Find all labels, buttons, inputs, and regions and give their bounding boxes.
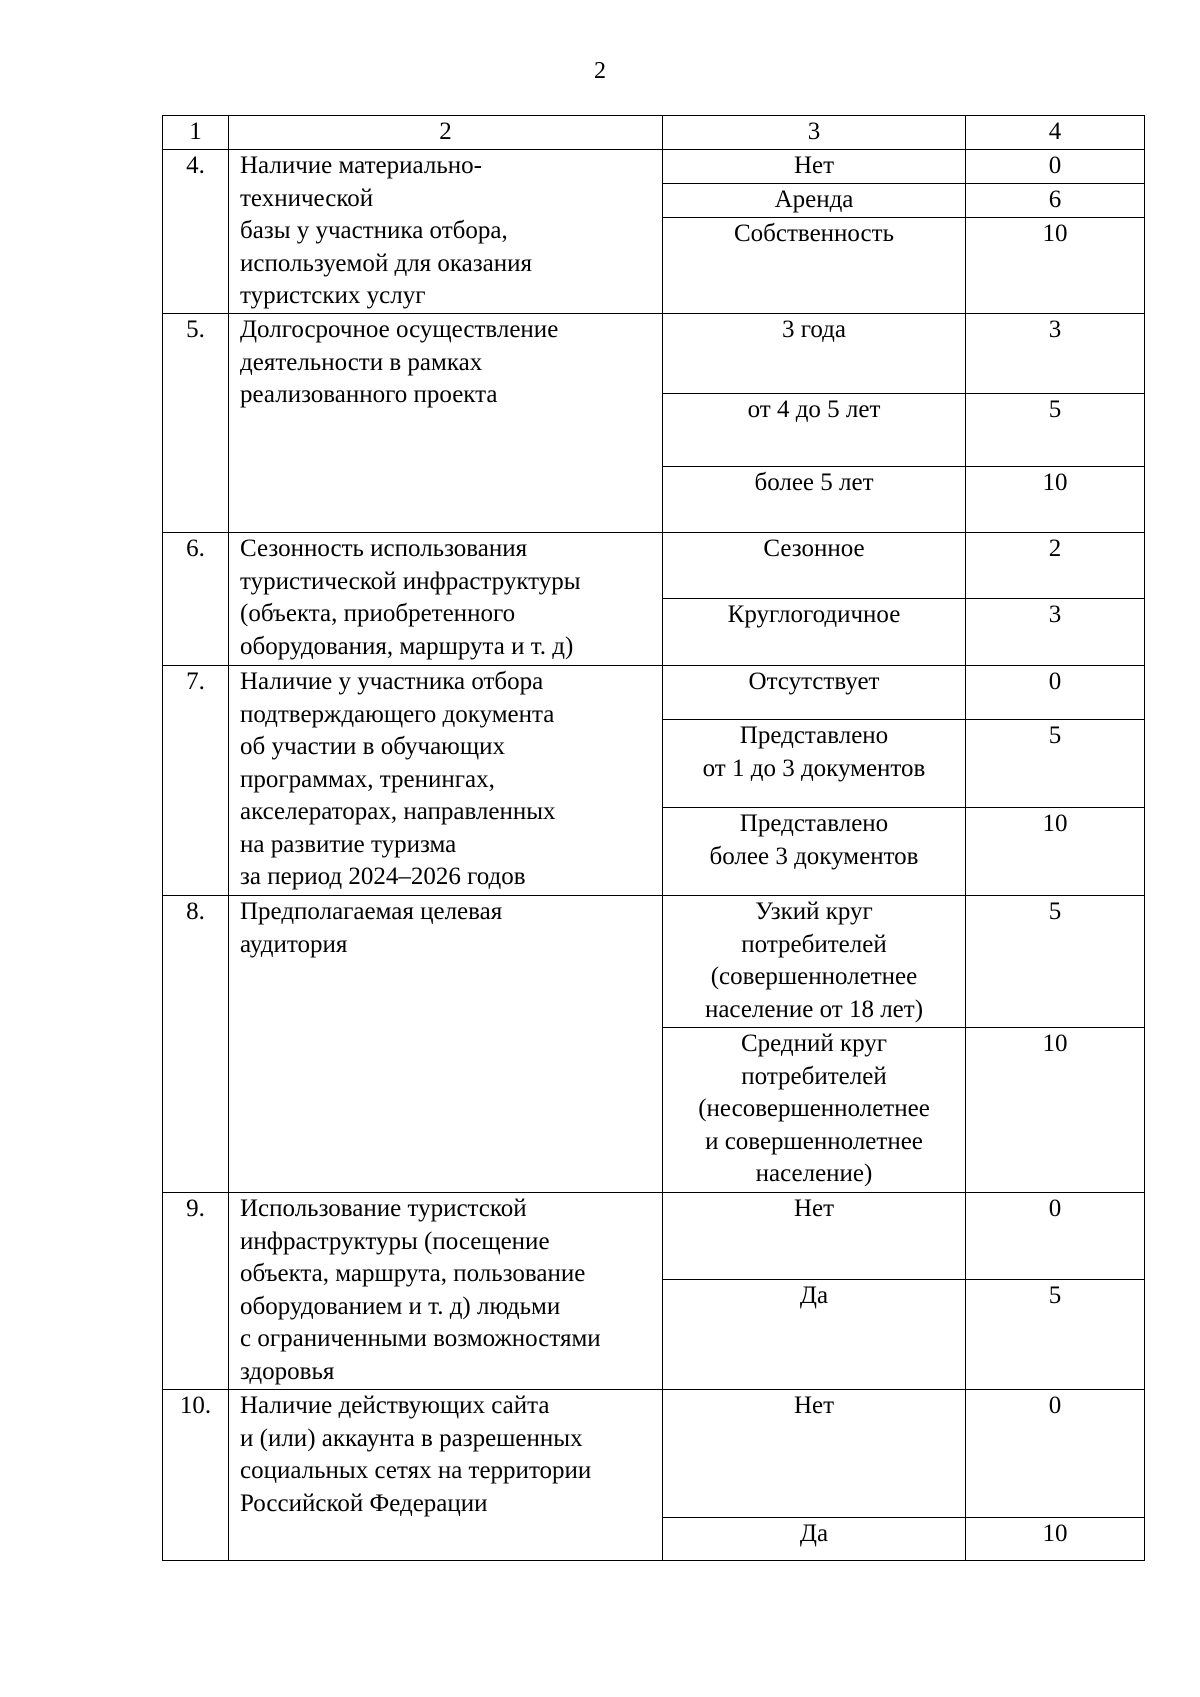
criterion-description: Наличие материально- технической базы у участника отбора, используемой для оказания туристских услуг <box>229 150 663 314</box>
option-label: Нет <box>663 1390 966 1518</box>
column-header: 2 <box>229 116 663 150</box>
criterion-description: Предполагаемая целевая аудитория <box>229 896 663 1193</box>
option-points: 0 <box>966 666 1145 720</box>
page-number: 2 <box>594 58 606 84</box>
option-points: 3 <box>966 314 1145 394</box>
option-points: 10 <box>966 1028 1145 1193</box>
table-row <box>163 1193 1145 1280</box>
option-points: 10 <box>966 467 1145 533</box>
option-label: 3 года <box>663 314 966 394</box>
criterion-number: 10. <box>163 1390 229 1561</box>
option-label: Узкий круг потребителей (совершеннолетнее население от 18 лет) <box>663 896 966 1028</box>
option-label: Средний круг потребителей (несовершеннолетнее и совершеннолетнее население) <box>663 1028 966 1193</box>
option-label: Да <box>663 1518 966 1561</box>
option-label: Собственность <box>663 218 966 314</box>
option-points: 5 <box>966 720 1145 808</box>
option-label: Представлено более 3 документов <box>663 808 966 896</box>
option-label: Нет <box>663 150 966 184</box>
option-points: 5 <box>966 394 1145 467</box>
option-points: 5 <box>966 1280 1145 1390</box>
criterion-number: 8. <box>163 896 229 1193</box>
criterion-number: 4. <box>163 150 229 314</box>
option-label: Да <box>663 1280 966 1390</box>
option-points: 0 <box>966 1390 1145 1518</box>
table-row <box>163 666 1145 720</box>
criterion-description: Наличие у участника отбора подтверждающего документа об участии в обучающих программах, тренингах, акселераторах, направленных на развитие туризма за период 2024–2026 годов <box>229 666 663 896</box>
option-points: 10 <box>966 218 1145 314</box>
option-label: Сезонное <box>663 533 966 599</box>
column-header: 3 <box>663 116 966 150</box>
criteria-table <box>162 115 1145 1561</box>
option-points: 10 <box>966 808 1145 896</box>
option-label: более 5 лет <box>663 467 966 533</box>
criterion-description: Использование туристской инфраструктуры (посещение объекта, маршрута, пользование оборудованием и т. д) людьми с ограниченными возможностями здоровья <box>229 1193 663 1390</box>
option-label: Аренда <box>663 184 966 218</box>
table-row <box>163 896 1145 1028</box>
option-label: Представлено от 1 до 3 документов <box>663 720 966 808</box>
option-points: 6 <box>966 184 1145 218</box>
option-points: 10 <box>966 1518 1145 1561</box>
option-label: от 4 до 5 лет <box>663 394 966 467</box>
table-row <box>163 150 1145 184</box>
option-label: Круглогодичное <box>663 599 966 666</box>
column-header: 4 <box>966 116 1145 150</box>
table-row <box>163 314 1145 394</box>
criterion-description: Долгосрочное осуществление деятельности в рамках реализованного проекта <box>229 314 663 533</box>
table-row <box>163 533 1145 599</box>
criterion-number: 9. <box>163 1193 229 1390</box>
option-label: Нет <box>663 1193 966 1280</box>
option-points: 0 <box>966 150 1145 184</box>
criterion-number: 6. <box>163 533 229 666</box>
criterion-number: 5. <box>163 314 229 533</box>
column-header: 1 <box>163 116 229 150</box>
table-header-row <box>163 116 1145 150</box>
criterion-number: 7. <box>163 666 229 896</box>
table-row <box>163 1390 1145 1518</box>
option-label: Отсутствует <box>663 666 966 720</box>
criterion-description: Наличие действующих сайта и (или) аккаунта в разрешенных социальных сетях на территории Российской Федерации <box>229 1390 663 1561</box>
option-points: 2 <box>966 533 1145 599</box>
option-points: 3 <box>966 599 1145 666</box>
option-points: 0 <box>966 1193 1145 1280</box>
option-points: 5 <box>966 896 1145 1028</box>
criterion-description: Сезонность использования туристической инфраструктуры (объекта, приобретенного оборудования, маршрута и т. д) <box>229 533 663 666</box>
